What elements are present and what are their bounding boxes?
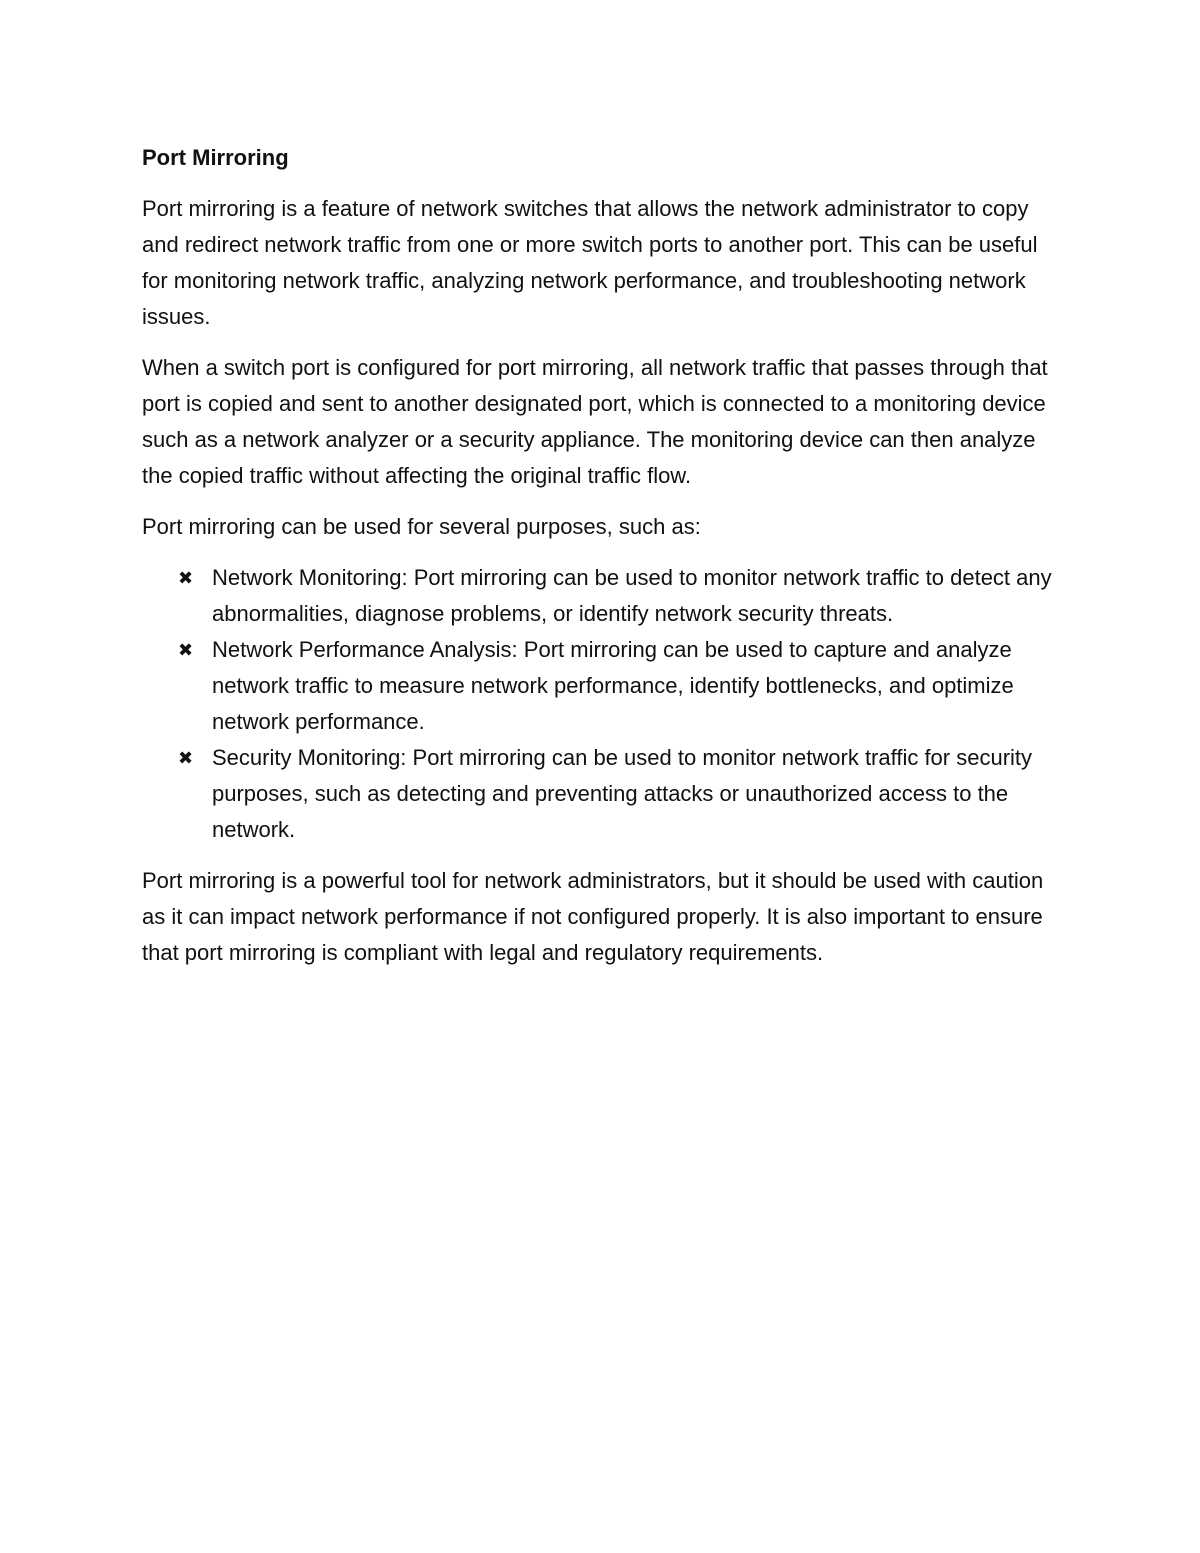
purposes-list [142,560,1067,848]
paragraph-how-it-works: When a switch port is configured for port mirroring, all network traffic that passes through that port is copied and sent to another designated port, which is connected to a monitoring device such as a network analyzer or a security appliance. The monitoring device can then analyze the copied traffic without affecting the original traffic flow. [142,355,1048,488]
x-mark-icon: ✖ [178,640,194,660]
paragraph-purposes-lead: Port mirroring can be used for several purposes, such as: [142,514,701,539]
x-mark-icon: ✖ [178,748,194,768]
list-item [142,560,1067,632]
paragraph-intro: Port mirroring is a feature of network switches that allows the network administrator to copy and redirect network traffic from one or more switch ports to another port. This can be useful for monitoring network traffic, analyzing network performance, and troubleshooting network issues. [142,196,1038,329]
list-item-text: Security Monitoring: Port mirroring can be used to monitor network traffic for security purposes, such as detecting and preventing attacks or unauthorized access to the network. [212,745,1033,842]
document-title: Port Mirroring [142,145,289,170]
list-item [142,632,1067,740]
list-item-text: Network Performance Analysis: Port mirroring can be used to capture and analyze network traffic to measure network performance, identify bottlenecks, and optimize network performance. [212,637,1014,734]
x-mark-icon: ✖ [178,568,194,588]
list-item [142,740,1067,848]
document-body [142,140,1067,986]
paragraph-conclusion: Port mirroring is a powerful tool for network administrators, but it should be used with caution as it can impact network performance if not configured properly. It is also important to ensure that port mirroring is compliant with legal and regulatory requirements. [142,868,1044,965]
list-item-text: Network Monitoring: Port mirroring can be used to monitor network traffic to detect any abnormalities, diagnose problems, or identify network security threats. [212,565,1052,626]
